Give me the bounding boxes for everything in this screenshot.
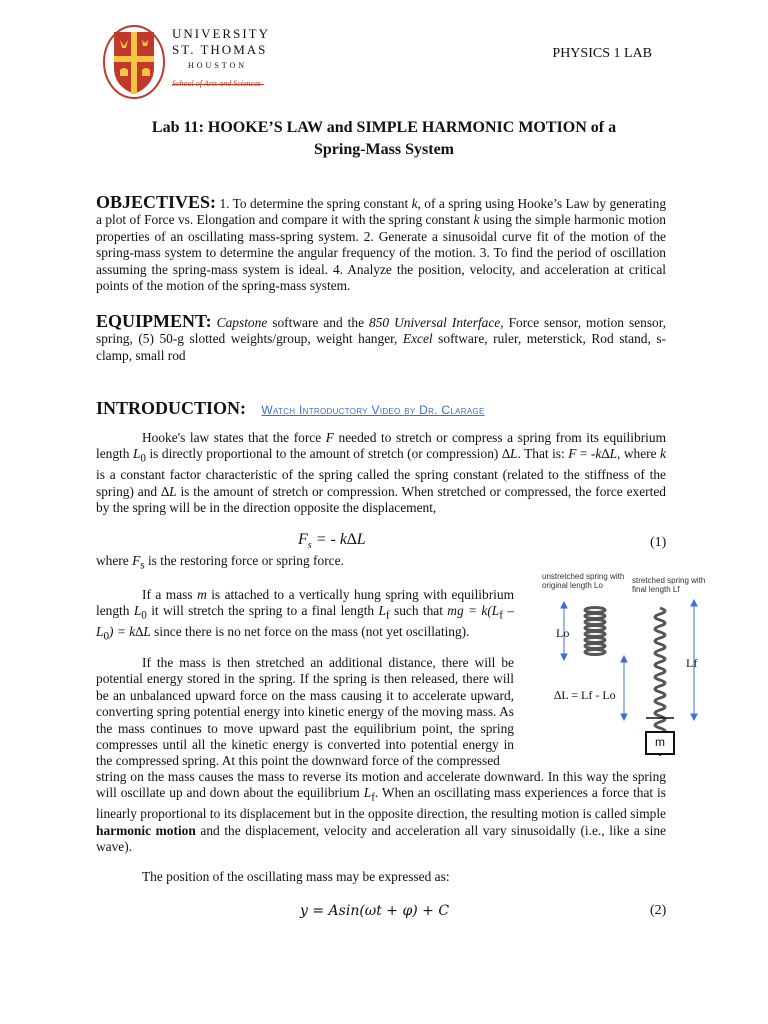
course-label: PHYSICS 1 LAB <box>552 46 652 61</box>
logo-line-3: HOUSTON <box>188 61 248 70</box>
logo-divider <box>172 84 264 85</box>
intro-paragraph-4b: string on the mass causes the mass to reverse its motion and accelerate downward. In this way the spring will oscillate up and down about the equilibrium $L_f$. When an oscillating mass experiences a force that is linearly proportional to its displacement but in the opposite direction, the resulting motion is called simple harmonic motion and the displacement, velocity and acceleration all vary sinusoidally (i.e., like a sine wave). <box>96 769 666 855</box>
title-line-2: Spring-Mass System <box>313 141 454 158</box>
intro-paragraph-2: where $F_s$ is the restoring force or spring force. <box>96 553 344 572</box>
equipment-section: EQUIPMENT: Capstone software and the 850 Universal Interface, Force sensor, motion sensor, spring, (5) 50-g slotted weights/group, weight hanger, Excel software, ruler, meterstick, Rod stand, s-clamp, small rod <box>96 311 667 363</box>
objectives-heading: OBJECTIVES: <box>96 192 217 212</box>
delta-l-label: ∆L = Lf - Lo <box>554 688 616 702</box>
stretched-label: stretched spring with final length Lf <box>632 576 706 594</box>
equipment-heading: EQUIPMENT: <box>96 311 212 331</box>
equation-2-number: (2) <box>650 903 667 918</box>
objectives-section: OBJECTIVES: 1. To determine the spring constant k, of a spring using Hooke’s Law by generating a plot of Force vs. Elongation and compare it with the spring constant k using the simple harmonic motion properties of an oscillating mass-spring system. 2. Generate a sinusoidal curve fit of the motion of the spring-mass system to determine the angular frequency of the motion. 3. To find the period of oscillation assuming the spring-mass system is ideal. 4. Analyze the position, velocity, and acceleration at critical points of the motion of the spring-mass system. <box>96 192 667 294</box>
mass-label: m <box>655 735 665 749</box>
intro-video-link[interactable]: Watch Introductory Video by Dr. Clarage <box>261 403 485 417</box>
page-title <box>0 117 768 161</box>
intro-paragraph-1: Hooke's law states that the force F needed to stretch or compress a spring from its equilibrium length $L_0$ is directly proportional to the amount of stretch (or compression) ∆L. That is: F = -k∆L, where k is a constant factor characteristic of the spring called the spring constant (related to the stiffness of the spring) and ∆L is the amount of stretch or compression. When stretched or compressed, the force exerted by the spring will be in the direction opposite the displacement, <box>96 430 666 516</box>
intro-paragraph-3: If a mass m is attached to a vertically hung spring with equilibrium length $L_0$ it will stretch the spring to a final length $L_f$ such that mg = $k(L_f - L_0) = k\Delta L$ since there is no net force on the mass (not yet oscillating). <box>96 587 515 644</box>
equation-1: $F_s$ = - k∆L <box>298 531 366 552</box>
intro-paragraph-4a: If the mass is then stretched an additional distance, there will be potential energy stored in the spring. If the spring is then released, there will be an unbalanced upward force on the mass causing it to accelerate upward, converting spring potential energy into kinetic energy of the moving mass. As the mass continues to move upward past the equilibrium point, the spring compresses until all the kinetic energy is converted into potential energy in the compressed spring. At this point the downward force of the compressed <box>96 655 514 769</box>
equation-1-number: (1) <box>650 535 667 550</box>
logo-line-1: UNIVERSITY <box>172 26 270 41</box>
intro-paragraph-5: The position of the oscillating mass may be expressed as: <box>142 869 450 884</box>
spring-drawing <box>540 570 710 760</box>
stretched-spring-icon <box>655 608 665 746</box>
unstretched-spring-icon <box>585 608 605 655</box>
lf-label: Lf <box>686 656 698 670</box>
spring-diagram <box>540 570 710 760</box>
logo-line-2: ST. THOMAS <box>172 42 268 57</box>
university-logo <box>100 22 270 102</box>
lo-label: Lo <box>556 626 570 640</box>
title-line-1: Lab 11: HOOKE’S LAW and SIMPLE HARMONIC MOTION of a <box>151 119 617 136</box>
delta-l-arrow-icon <box>621 656 627 720</box>
introduction-heading: INTRODUCTION: <box>96 398 247 418</box>
shield-icon <box>100 22 170 102</box>
unstretched-label: unstretched spring with original length Lo <box>542 572 625 590</box>
introduction-heading-row <box>96 400 666 418</box>
equation-2: y = Asin(ωt + φ) + C <box>300 903 450 919</box>
